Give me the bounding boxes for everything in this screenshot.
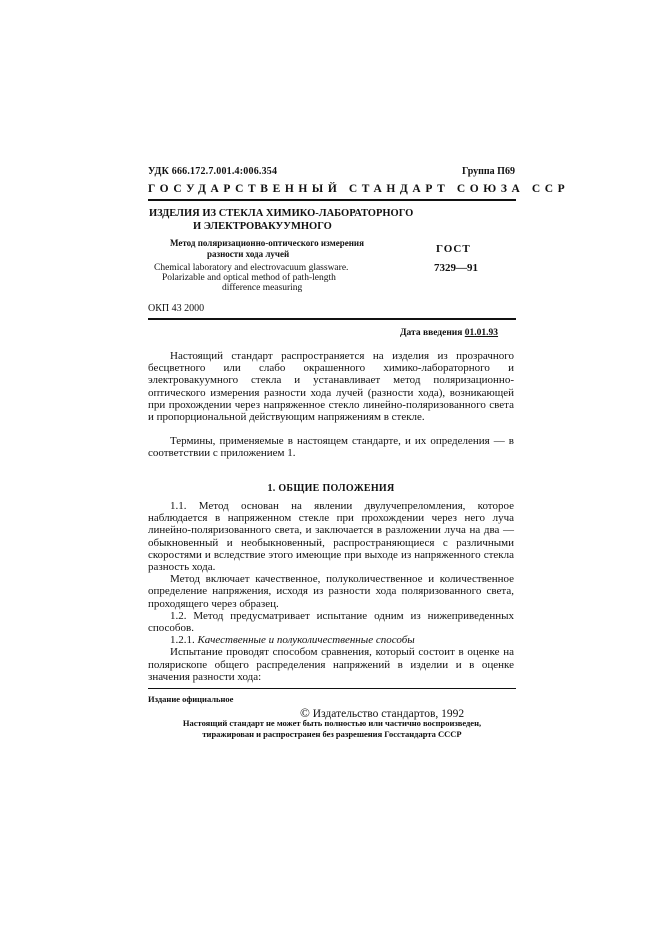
standard-title-line2: И ЭЛЕКТРОВАКУУМНОГО xyxy=(193,221,332,232)
clause-1-2: 1.2. Метод предусматривает испытание одним из нижеприведенных способов. xyxy=(148,609,514,635)
standard-title-line1: ИЗДЕЛИЯ ИЗ СТЕКЛА ХИМИКО-ЛАБОРАТОРНОГО xyxy=(149,208,414,219)
clause-1-2-1-text: Испытание проводят способом сравнения, который состоит в оценке на полярископе общего распределения напряжений в изделии и в оценке значения разности хода: xyxy=(148,646,514,683)
notice-line-2: тиражирован и распространен без разрешения Госстандарта СССР xyxy=(202,728,462,739)
reproduction-notice xyxy=(148,718,516,739)
top-divider xyxy=(148,199,516,201)
effective-date xyxy=(400,328,498,338)
official-edition-label: Издание официальное xyxy=(148,694,234,704)
notice-line-1: Настоящий стандарт не может быть полностью или частично воспроизведен, xyxy=(182,718,482,728)
effective-date-value: 01.01.93 xyxy=(464,328,499,338)
intro-text-2: Термины, применяемые в настоящем стандарте, и их определения — в соответствии с приложением 1. xyxy=(148,435,514,460)
clause-1-1: 1.1. Метод основан на явлении двулучепреломления, которое наблюдается в напряженном стекле при прохождении через него луча линейно-поляризованного света, и заключается в разложении луча на два — обыкновенный и необыкновенный, распространяющиеся с различными скоростями и вследствие этого имеющие при выходе из напряженного стекла разность хода. xyxy=(148,500,514,574)
english-title-line3: difference measuring xyxy=(222,283,303,293)
footer-divider xyxy=(148,688,516,689)
intro-paragraph-1 xyxy=(148,350,514,423)
copyright-text: Издательство стандартов, 1992 xyxy=(312,708,465,720)
section-1-title: 1. ОБЩИЕ ПОЛОЖЕНИЯ xyxy=(267,483,395,494)
section-1-body xyxy=(148,500,514,683)
clause-1-2-1-number: 1.2.1. xyxy=(170,634,195,647)
intro-text-1: Настоящий стандарт распространяется на изделия из прозрачного бесцветного или слабо окрашенного химико-лабораторного и электровакуумного стекла и устанавливает метод поляризационно-оптического измерения разности хода лучей (разности хода), возникающей при прохождении через напряженное стекло линейно-поляризованного света и пропорциональной действующим напряжениям в стекле. xyxy=(148,350,514,424)
gost-label: ГОСТ xyxy=(436,243,471,255)
copyright-icon: © xyxy=(300,705,310,720)
clause-1-2-1-title: Качественные и полуколичественные способы xyxy=(197,634,415,647)
okp-code: ОКП 43 2000 xyxy=(148,303,205,314)
state-standard-heading: ГОСУДАРСТВЕННЫЙ СТАНДАРТ СОЮЗА ССР xyxy=(148,183,570,195)
gost-number: 7329—91 xyxy=(434,262,478,274)
udc-code: УДК 666.172.7.001.4:006.354 xyxy=(148,166,278,177)
middle-divider xyxy=(148,318,516,320)
effective-date-label: Дата введения xyxy=(400,328,463,338)
method-title-line1: Метод поляризационно-оптического измерения xyxy=(170,238,364,248)
english-title-line2: Polarizable and optical method of path-length xyxy=(162,273,336,283)
clause-1-2-1-heading xyxy=(148,634,514,646)
intro-paragraph-2 xyxy=(148,435,514,459)
method-title-line2: разности хода лучей xyxy=(207,249,290,259)
clause-1-1-continued: Метод включает качественное, полуколичественное и количественное определение напряжения, исходя из разности хода поляризованного света, проходящего через образец. xyxy=(148,573,514,610)
english-title-line1: Chemical laboratory and electrovacuum glassware. xyxy=(154,263,349,273)
group-code: Группа П69 xyxy=(462,166,515,177)
